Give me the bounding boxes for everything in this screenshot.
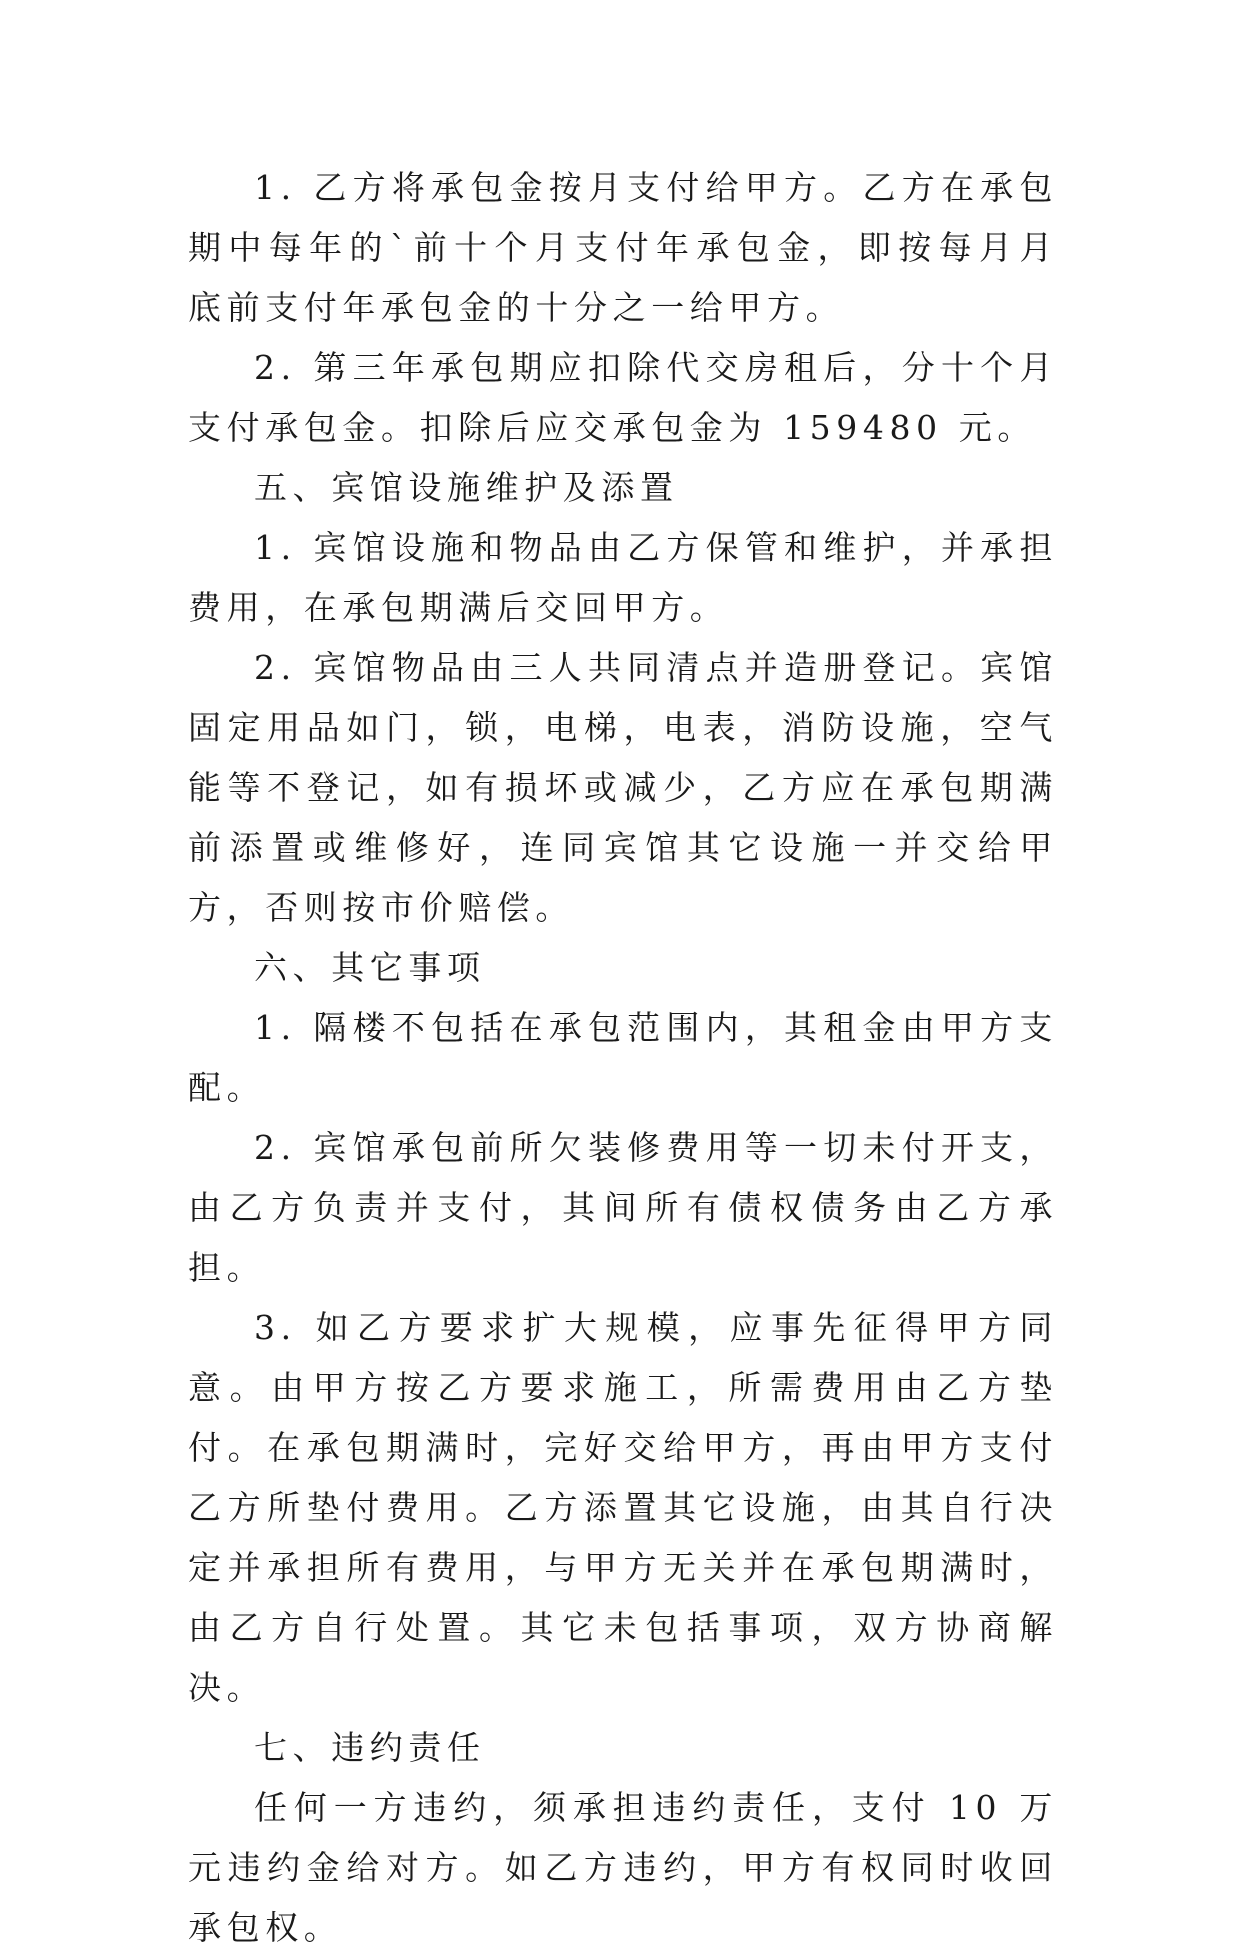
facilities-clause-1: 1. 宾馆设施和物品由乙方保管和维护，并承担费用，在承包期满后交回甲方。 (188, 528, 1058, 627)
payment-clause-2: 2. 第三年承包期应扣除代交房租后，分十个月支付承包金。扣除后应交承包金为 159480 元。 (188, 348, 1058, 447)
section-heading-other-matters: 六、其它事项 (254, 948, 486, 987)
section-heading-facilities: 五、宾馆设施维护及添置 (254, 468, 679, 507)
other-matters-clause-2: 2. 宾馆承包前所欠装修费用等一切未付开支，由乙方负责并支付，其间所有债权债务由乙方承担。 (188, 1128, 1058, 1287)
payment-clause-1: 1. 乙方将承包金按月支付给甲方。乙方在承包期中每年的`前十个月支付年承包金，即按每月月底前支付年承包金的十分之一给甲方。 (188, 168, 1058, 327)
facilities-clause-2: 2. 宾馆物品由三人共同清点并造册登记。宾馆固定用品如门，锁，电梯，电表，消防设施，空气能等不登记，如有损坏或减少，乙方应在承包期满前添置或维修好，连同宾馆其它设施一并交给甲方，否则按市价赔偿。 (188, 648, 1058, 927)
other-matters-clause-1: 1. 隔楼不包括在承包范围内，其租金由甲方支配。 (188, 1008, 1058, 1107)
section-heading-breach: 七、违约责任 (254, 1728, 486, 1767)
document-page (188, 158, 1058, 1958)
breach-clause: 任何一方违约，须承担违约责任，支付 10 万元违约金给对方。如乙方违约，甲方有权同时收回承包权。 (188, 1788, 1058, 1947)
other-matters-clause-3: 3. 如乙方要求扩大规模，应事先征得甲方同意。由甲方按乙方要求施工，所需费用由乙方垫付。在承包期满时，完好交给甲方，再由甲方支付乙方所垫付费用。乙方添置其它设施，由其自行决定并承担所有费用，与甲方无关并在承包期满时，由乙方自行处置。其它未包括事项，双方协商解决。 (188, 1308, 1058, 1707)
